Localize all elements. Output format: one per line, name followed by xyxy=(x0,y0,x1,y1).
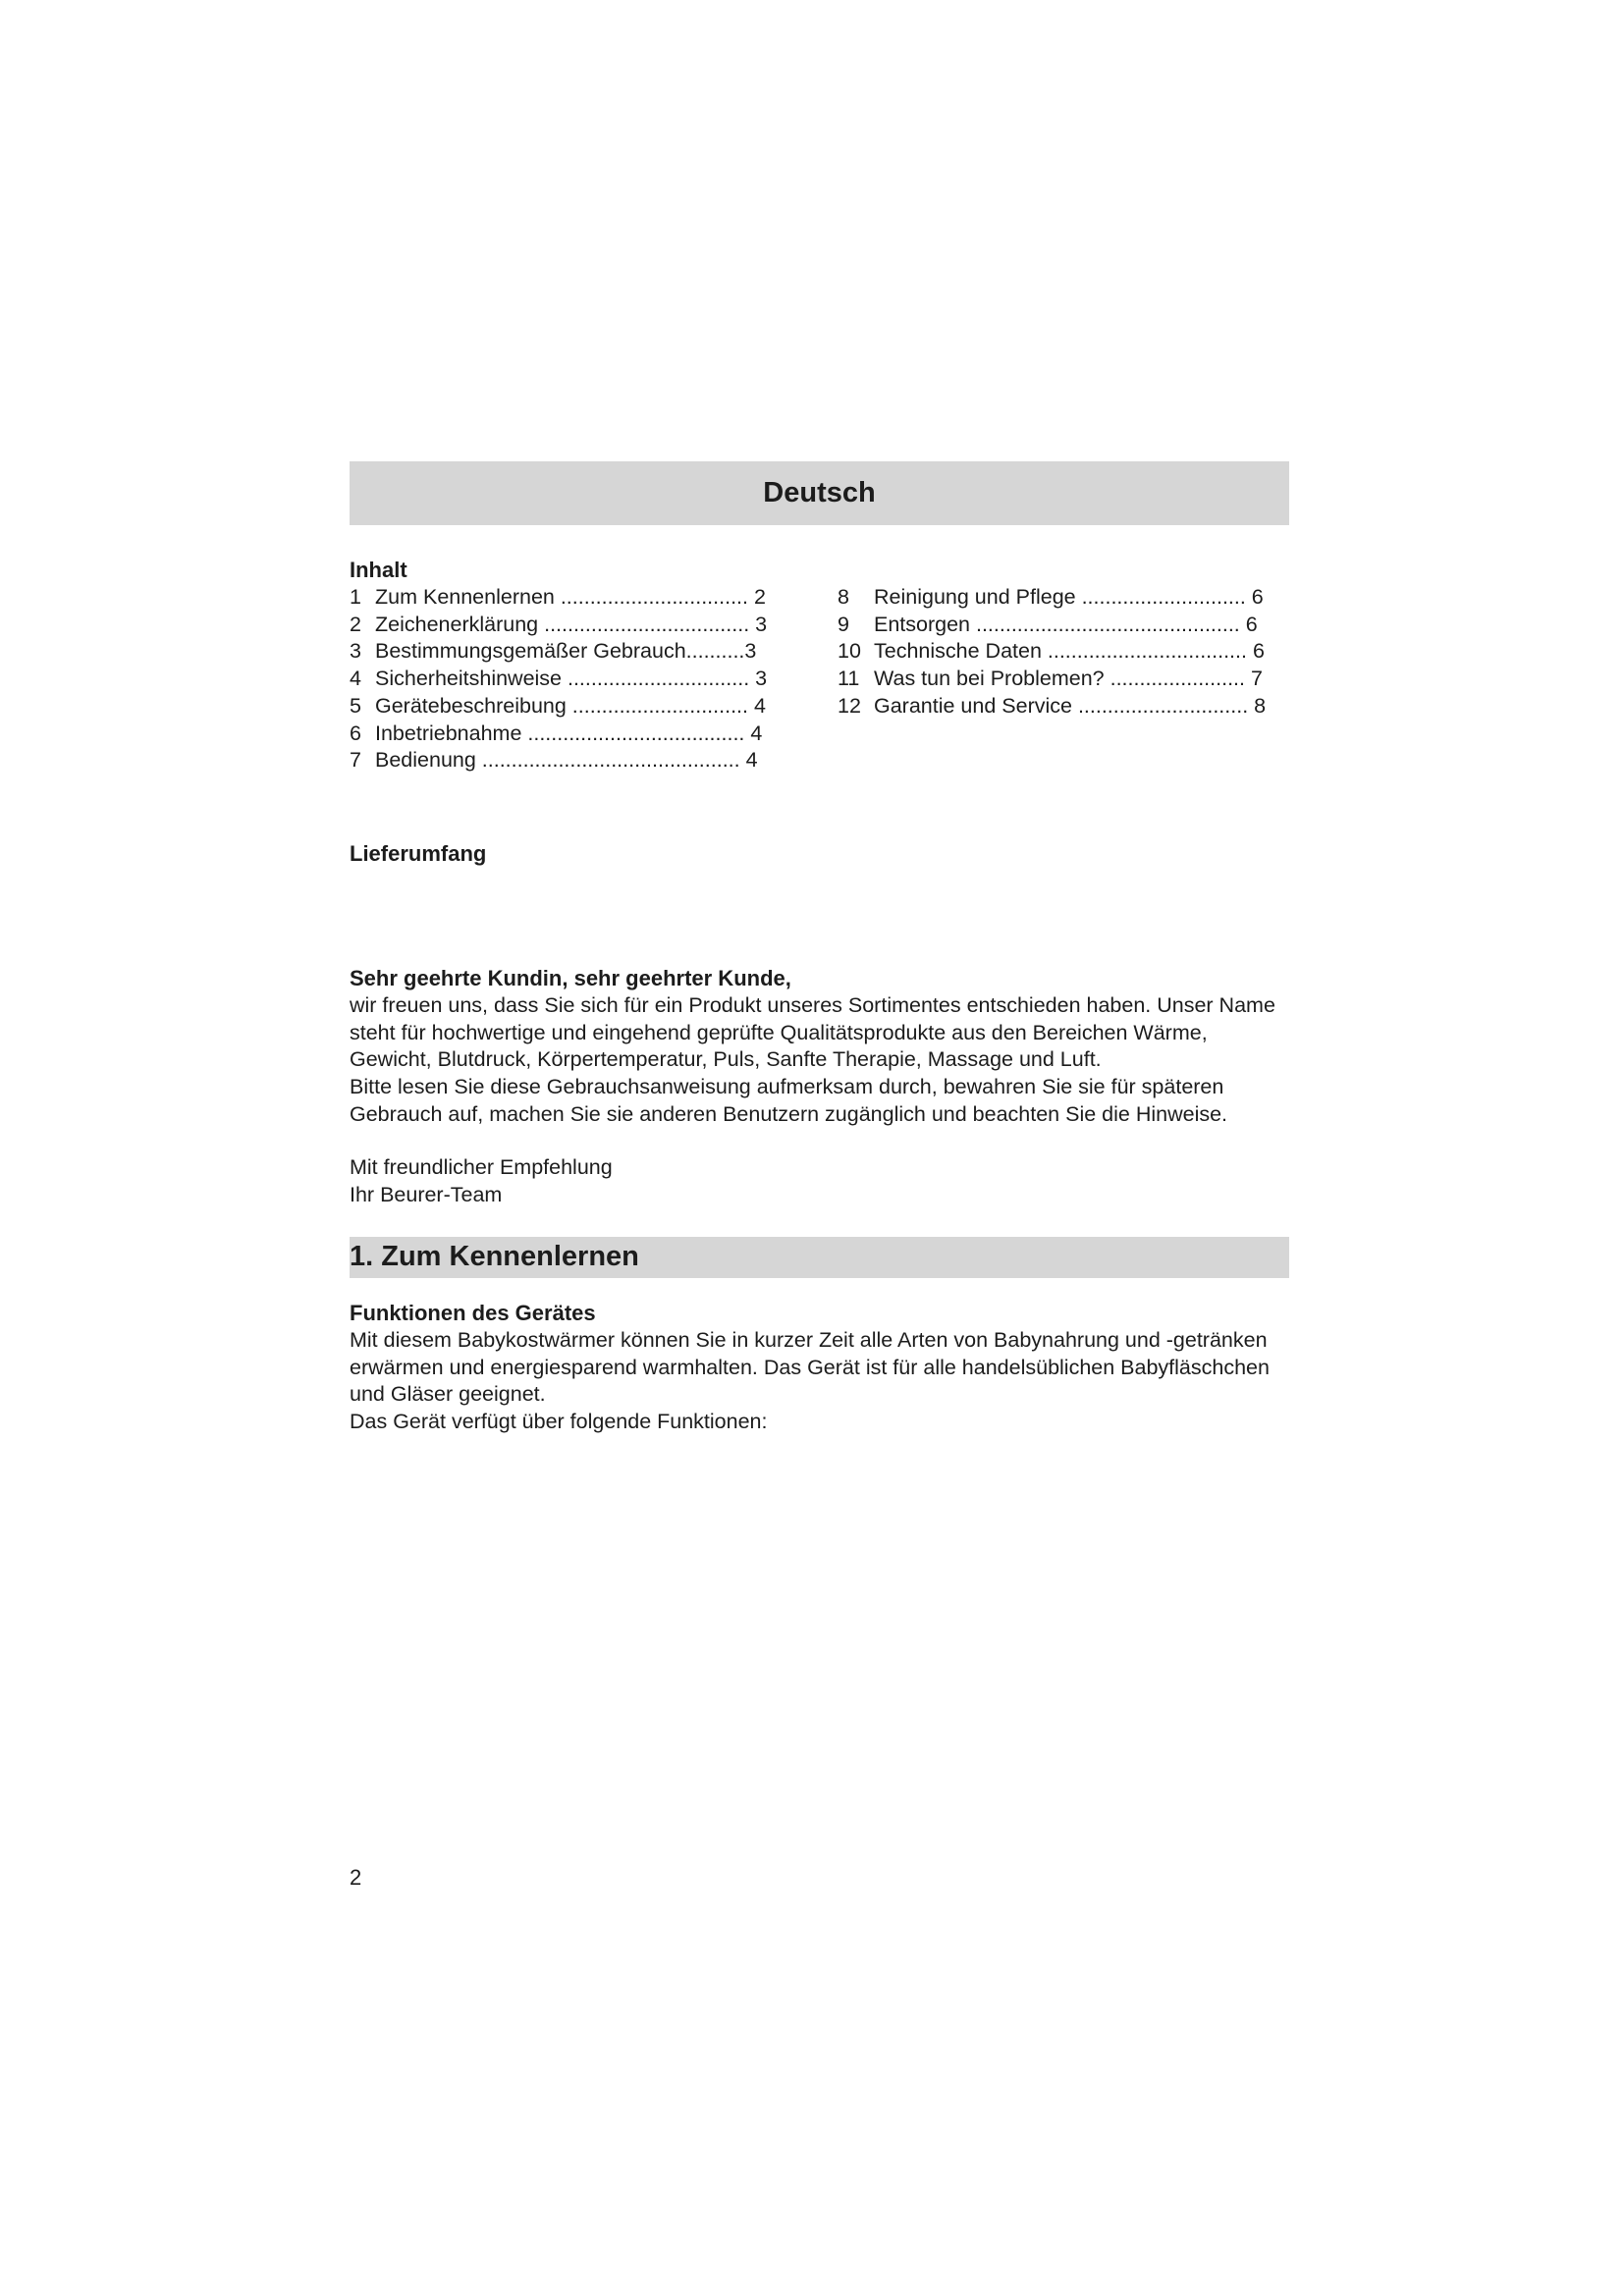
toc-item-number: 10 xyxy=(838,639,861,664)
greeting-heading: Sehr geehrte Kundin, sehr geehrter Kunde, xyxy=(350,965,791,990)
toc-item-number: 8 xyxy=(838,585,849,609)
toc-item-text: Garantie und Service ............................. 8 xyxy=(874,693,1267,718)
toc-item-number: 3 xyxy=(350,639,361,664)
subsection-heading: Funktionen des Gerätes xyxy=(350,1300,596,1325)
page-content xyxy=(350,461,1289,1436)
toc-title: Inhalt xyxy=(350,558,407,582)
greeting-paragraph: Bitte lesen Sie diese Gebrauchsanweisung aufmerksam durch, bewahren Sie sie für späteren Gebrauch auf, machen Sie sie anderen Benutzern zugänglich und beachten Sie die Hinweise. xyxy=(350,1075,1228,1126)
toc-item-text: Gerätebeschreibung .............................. 4 xyxy=(375,693,766,718)
toc-item-number: 2 xyxy=(350,612,361,636)
language-header xyxy=(350,461,1289,525)
section-paragraph: Mit diesem Babykostwärmer können Sie in kurzer Zeit alle Arten von Babynahrung und -getränken erwärmen und energiesparend warmhalten. Das Gerät ist für alle handelsüblichen Babyfläschchen und Gläser geeignet. xyxy=(350,1327,1270,1407)
toc-item-number: 7 xyxy=(350,748,361,773)
language-header-text: Deutsch xyxy=(763,477,876,508)
toc-item-text: Bedienung ............................................ 4 xyxy=(375,748,758,773)
toc-item xyxy=(350,612,782,639)
toc-column-left xyxy=(350,584,782,774)
toc-item xyxy=(350,693,782,721)
toc-item-text: Zum Kennenlernen ................................ 2 xyxy=(375,585,766,609)
toc-item xyxy=(350,638,782,666)
closing xyxy=(350,1154,1289,1208)
closing-signature: Ihr Beurer-Team xyxy=(350,1183,503,1207)
table-of-contents xyxy=(350,584,1289,774)
toc-item-text: Bestimmungsgemäßer Gebrauch..........3 xyxy=(375,639,757,664)
toc-item-number: 12 xyxy=(838,693,861,718)
toc-item xyxy=(350,747,782,774)
toc-item-text: Sicherheitshinweise ............................... 3 xyxy=(375,667,768,691)
section-heading-text: 1. Zum Kennenlernen xyxy=(350,1241,639,1273)
page-number: 2 xyxy=(350,1865,362,1890)
toc-item xyxy=(838,584,1289,612)
toc-item-text: Zeichenerklärung ................................... 3 xyxy=(375,612,768,636)
toc-item xyxy=(838,638,1289,666)
toc-item xyxy=(350,666,782,693)
toc-item xyxy=(350,721,782,748)
toc-item-text: Entsorgen ............................................. 6 xyxy=(874,612,1258,636)
toc-column-right xyxy=(838,584,1289,774)
toc-item xyxy=(350,584,782,612)
toc-item xyxy=(838,666,1289,693)
toc-item-text: Inbetriebnahme ..................................... 4 xyxy=(375,721,763,745)
toc-item-number: 11 xyxy=(838,667,860,691)
closing-line: Mit freundlicher Empfehlung xyxy=(350,1155,613,1180)
lieferumfang-heading: Lieferumfang xyxy=(350,840,487,866)
toc-item xyxy=(838,612,1289,639)
toc-item-number: 1 xyxy=(350,585,361,609)
toc-item-text: Reinigung und Pflege ............................ 6 xyxy=(874,585,1264,609)
greeting-paragraph: wir freuen uns, dass Sie sich für ein Produkt unseres Sortimentes entschieden haben. Unser Name steht für hochwertige und eingehend geprüfte Qualitätsprodukte aus den Bereichen Wärme, Gewicht, Blutdruck, Körpertemperatur, Puls, Sanfte Therapie, Massage und Luft. xyxy=(350,992,1275,1072)
toc-item-number: 9 xyxy=(838,612,849,636)
toc-item-number: 4 xyxy=(350,667,361,691)
toc-item-text: Technische Daten .................................. 6 xyxy=(874,639,1265,664)
toc-item-number: 5 xyxy=(350,693,361,718)
section-heading xyxy=(350,1237,1289,1278)
section-paragraph: Das Gerät verfügt über folgende Funktionen: xyxy=(350,1409,768,1433)
toc-item xyxy=(838,693,1289,721)
toc-item-text: Was tun bei Problemen? ....................... 7 xyxy=(874,667,1263,691)
toc-item-number: 6 xyxy=(350,721,361,745)
